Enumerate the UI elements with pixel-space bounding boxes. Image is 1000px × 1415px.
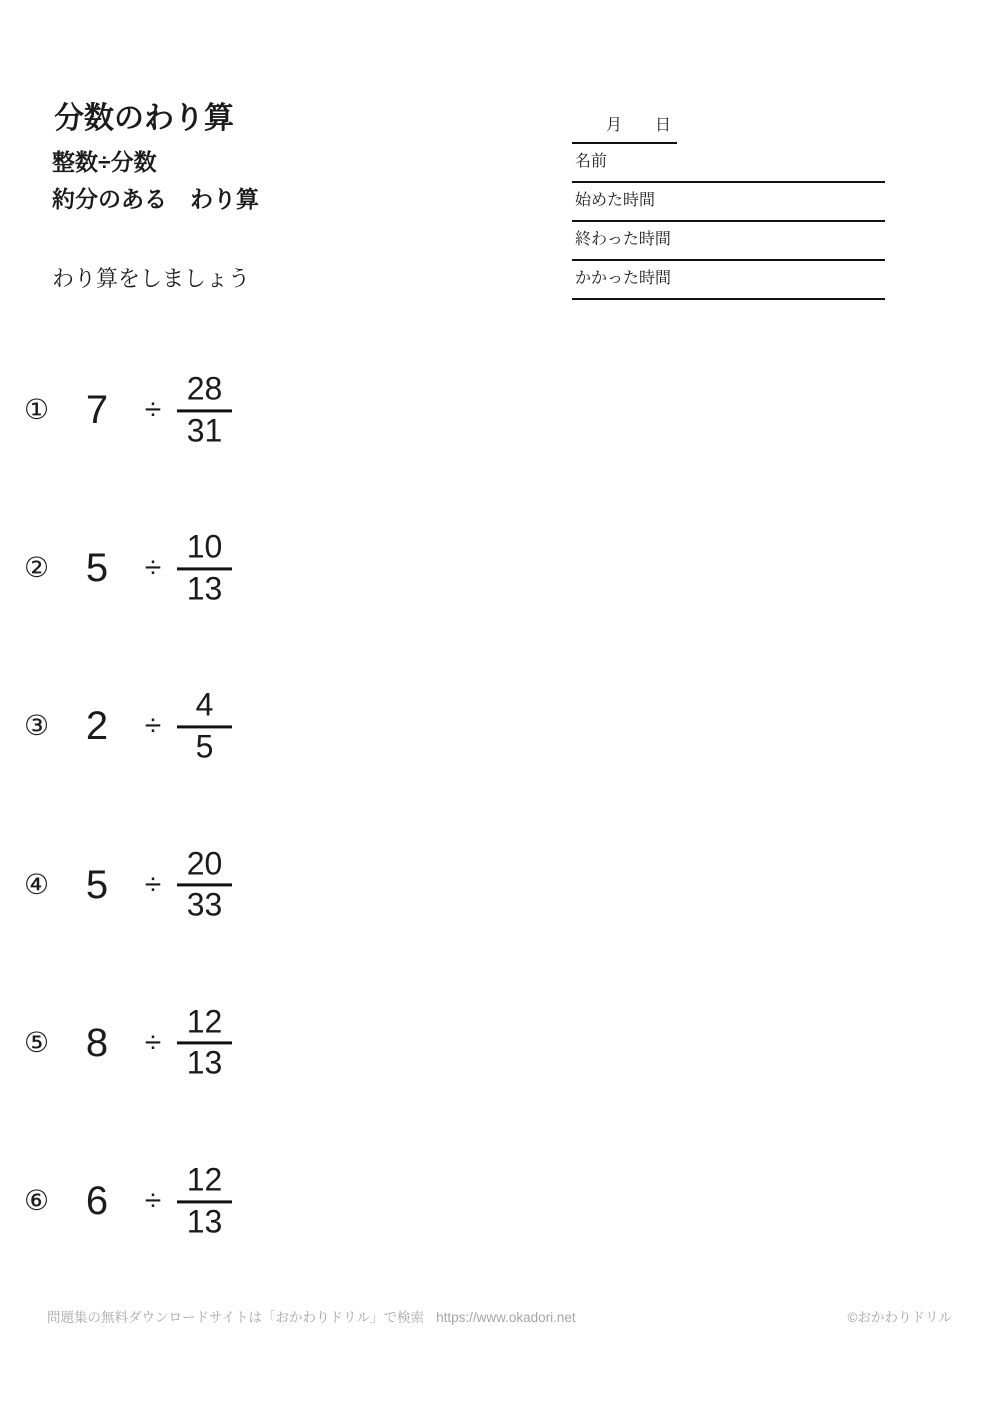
fraction-operand: [177, 847, 232, 922]
problem-number: ③: [24, 710, 50, 742]
info-box: [572, 108, 885, 300]
date-row: [572, 108, 677, 144]
footer-left: [47, 1306, 576, 1326]
fraction-denominator: 13: [186, 1044, 223, 1081]
problem-row: [24, 370, 324, 448]
problem-number: ⑤: [24, 1026, 50, 1058]
fraction-operand: [177, 686, 232, 765]
division-operator: ÷: [144, 1025, 162, 1059]
integer-operand: 7: [85, 388, 109, 432]
start-time-row: [572, 183, 885, 222]
fraction-numerator: 12: [177, 1163, 232, 1203]
problem-row: [24, 845, 324, 923]
problem-row: [24, 528, 324, 607]
name-label: 名前: [575, 153, 608, 170]
problem-number: ②: [24, 552, 50, 584]
integer-operand: 2: [85, 704, 109, 749]
fraction-denominator: 31: [186, 412, 223, 448]
problem-number: ④: [24, 868, 50, 900]
end-time-row: [572, 222, 885, 261]
division-operator: ÷: [144, 709, 162, 743]
footer-site-note: 問題集の無料ダウンロードサイトは「おかわりドリル」で検索: [47, 1310, 425, 1325]
integer-operand: 8: [85, 1020, 109, 1065]
fraction-numerator: 28: [177, 372, 232, 412]
division-operator: ÷: [144, 551, 162, 585]
fraction-denominator: 13: [186, 1203, 223, 1239]
end-time-label: 終わった時間: [575, 231, 671, 248]
integer-operand: 6: [85, 1179, 109, 1223]
division-operator: ÷: [144, 867, 162, 901]
problem-row: [24, 686, 324, 765]
page-title: 分数のわり算: [54, 102, 234, 135]
problem-row: [24, 1003, 324, 1081]
instruction-text: わり算をしましょう: [52, 266, 251, 291]
subtitle-operation-type: 整数÷分数: [52, 149, 157, 175]
elapsed-time-row: [572, 261, 885, 300]
month-label: 月: [606, 117, 623, 134]
problem-number: ⑥: [24, 1185, 50, 1216]
footer: [47, 1306, 952, 1326]
problem-row: [24, 1161, 324, 1239]
fraction-operand: [177, 528, 232, 607]
fraction-operand: [177, 372, 232, 447]
fraction-denominator: 5: [195, 728, 214, 765]
problem-number: ①: [24, 394, 50, 425]
fraction-numerator: 20: [177, 847, 232, 887]
fraction-operand: [177, 1005, 232, 1080]
fraction-denominator: 33: [186, 886, 223, 923]
elapsed-time-label: かかった時間: [575, 270, 672, 287]
division-operator: ÷: [144, 1184, 162, 1217]
division-operator: ÷: [144, 393, 162, 426]
subtitle-reduction-note: 約分のある わり算: [52, 186, 259, 212]
fraction-numerator: 12: [177, 1005, 232, 1045]
integer-operand: 5: [85, 546, 109, 591]
fraction-numerator: 4: [177, 689, 232, 729]
footer-copyright: ©おかわりドリル: [847, 1310, 952, 1325]
start-time-label: 始めた時間: [575, 192, 656, 209]
fraction-operand: [177, 1163, 232, 1238]
fraction-denominator: 13: [186, 570, 223, 607]
name-row: [572, 144, 885, 183]
integer-operand: 5: [85, 862, 109, 907]
fraction-numerator: 10: [177, 531, 232, 571]
day-label: 日: [655, 117, 672, 134]
footer-url: https://www.okadori.net: [436, 1310, 576, 1325]
